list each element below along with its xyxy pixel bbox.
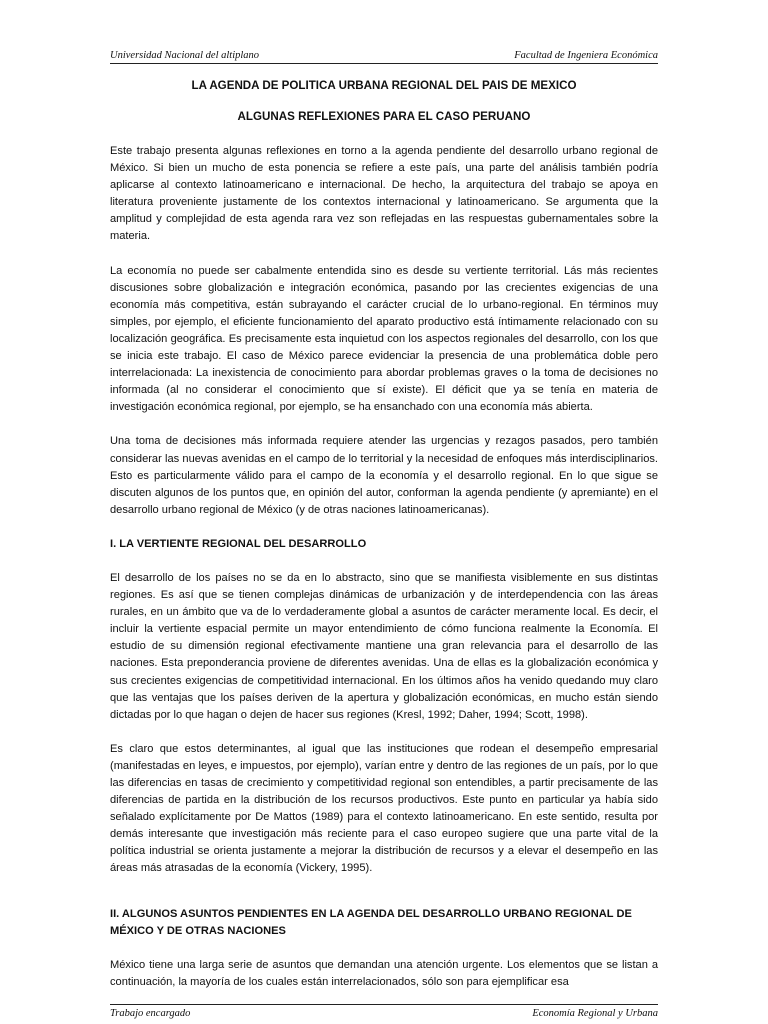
page-footer xyxy=(110,1004,658,1019)
page-header xyxy=(110,43,658,64)
paragraph-2: La economía no puede ser cabalmente entendida sino es desde su vertiente territorial. Lás más recientes discusiones sobre globalización e integración económica, pasando por las crecientes exigencias de una economía más competitiva, están subrayando el carácter crucial de lo urbano-regional. En términos muy simples, por ejemplo, el eficiente funcionamiento del aparato productivo está íntimamente relacionado con su localización geográfica. Es precisamente esta inquietud con los aspectos regionales del desarrollo, con los que se inicia este trabajo. El caso de México parece evidenciar la presencia de una problemática doble pero interrelacionada: La inexistencia de conocimiento para abordar problemas graves o la toma de decisiones no informada (al no considerar el conocimiento que sí existe). El déficit que ya se tenía en materia de investigación económica regional, por ejemplo, se ha ensanchado con una economía más abierta. xyxy=(110,264,658,414)
section-heading-1: I. LA VERTIENTE REGIONAL DEL DESARROLLO xyxy=(110,537,367,550)
paragraph-1: Este trabajo presenta algunas reflexiones en torno a la agenda pendiente del desarrollo urbano regional de México. Si bien un mucho de esta ponencia se refiere a este país, una parte del análisis también podría aplicarse al contexto latinoamericano e internacional. De hecho, la arquitectura del trabajo se apoya en literatura proveniente justamente de los contextos internacional y latinoamericano. Se argumenta que la amplitud y complejidad de esta agenda rara vez son reflejadas en las respuestas gubernamentales sobre la materia. xyxy=(110,145,658,243)
document-title: LA AGENDA DE POLITICA URBANA REGIONAL DEL PAIS DE MEXICO xyxy=(191,79,577,92)
paragraph-4: El desarrollo de los países no se da en lo abstracto, sino que se manifiesta visiblemente en sus distintas regiones. Es así que se tienen complejas dinámicas de urbanización y de interdependencia con las áreas rurales, en un ámbito que va de lo verdaderamente global a asuntos de carácter meramente local. Es decir, el incluir la vertiente espacial permite un mayor entendimiento de cómo funciona realmente la Economía. El estudio de su dimensión regional efectivamente mantiene una gran relevancia para el desarrollo de las naciones. Esta preponderancia proviene de diferentes avenidas. Una de ellas es la globalización económica y sus crecientes exigencias de competitividad internacional. En los últimos años ha venido quedando muy claro que las ventajas que los países deriven de la apertura y globalización económicas, en mucho están siendo dictadas por lo que hagan o dejen de hacer sus regiones (Kresl, 1992; Daher, 1994; Scott, 1998). xyxy=(110,571,658,721)
header-faculty: Facultad de Ingeniera Económica xyxy=(514,50,658,61)
section-heading-2: II. ALGUNOS ASUNTOS PENDIENTES EN LA AGENDA DEL DESARROLLO URBANO REGIONAL DE MÉXICO Y DE OTRAS NACIONES xyxy=(110,907,632,937)
footer-assignment: Trabajo encargado xyxy=(110,1008,191,1019)
header-university: Universidad Nacional del altiplano xyxy=(110,50,260,61)
paragraph-6: México tiene una larga serie de asuntos que demandan una atención urgente. Los elementos que se listan a continuación, la mayoría de los cuales están interrelacionados, sólo son para ejemplificar esa xyxy=(110,958,658,988)
paragraph-3: Una toma de decisiones más informada requiere atender las urgencias y rezagos pasados, pero también considerar las nuevas avenidas en el campo de lo territorial y la necesidad de enfoques más interdisciplinarios. Esto es particularmente válido para el campo de la economía y el desarrollo regional. En lo que sigue se discuten algunos de los puntos que, en opinión del autor, conforman la agenda pendiente (y apremiante) en el desarrollo urbano regional de México (y de otras naciones latinoamericanas). xyxy=(110,435,658,516)
document-body xyxy=(110,78,658,991)
paragraph-5: Es claro que estos determinantes, al igual que las instituciones que rodean el desempeño empresarial (manifestadas en leyes, e impuestos, por ejemplo), varían entre y dentro de las regiones de un país, por lo que las diferencias en tasas de crecimiento y competitividad regional son entendibles, a partir precisamente de las diferencias de partida en la distribución de los recursos productivos. Este punto en particular ya había sido señalado explícitamente por De Mattos (1989) para el contexto latinoamericano. En este sentido, resulta por demás interesante que investigación más reciente para el caso europeo sugiere que una parte vital de la política industrial se orienta justamente a mejorar la distribución de recursos y a elevar el desempeño en las áreas más atrasadas de la economía (Vickery, 1995). xyxy=(110,742,658,875)
document-subtitle: ALGUNAS REFLEXIONES PARA EL CASO PERUANO xyxy=(237,110,531,123)
footer-course: Economía Regional y Urbana xyxy=(532,1008,658,1019)
